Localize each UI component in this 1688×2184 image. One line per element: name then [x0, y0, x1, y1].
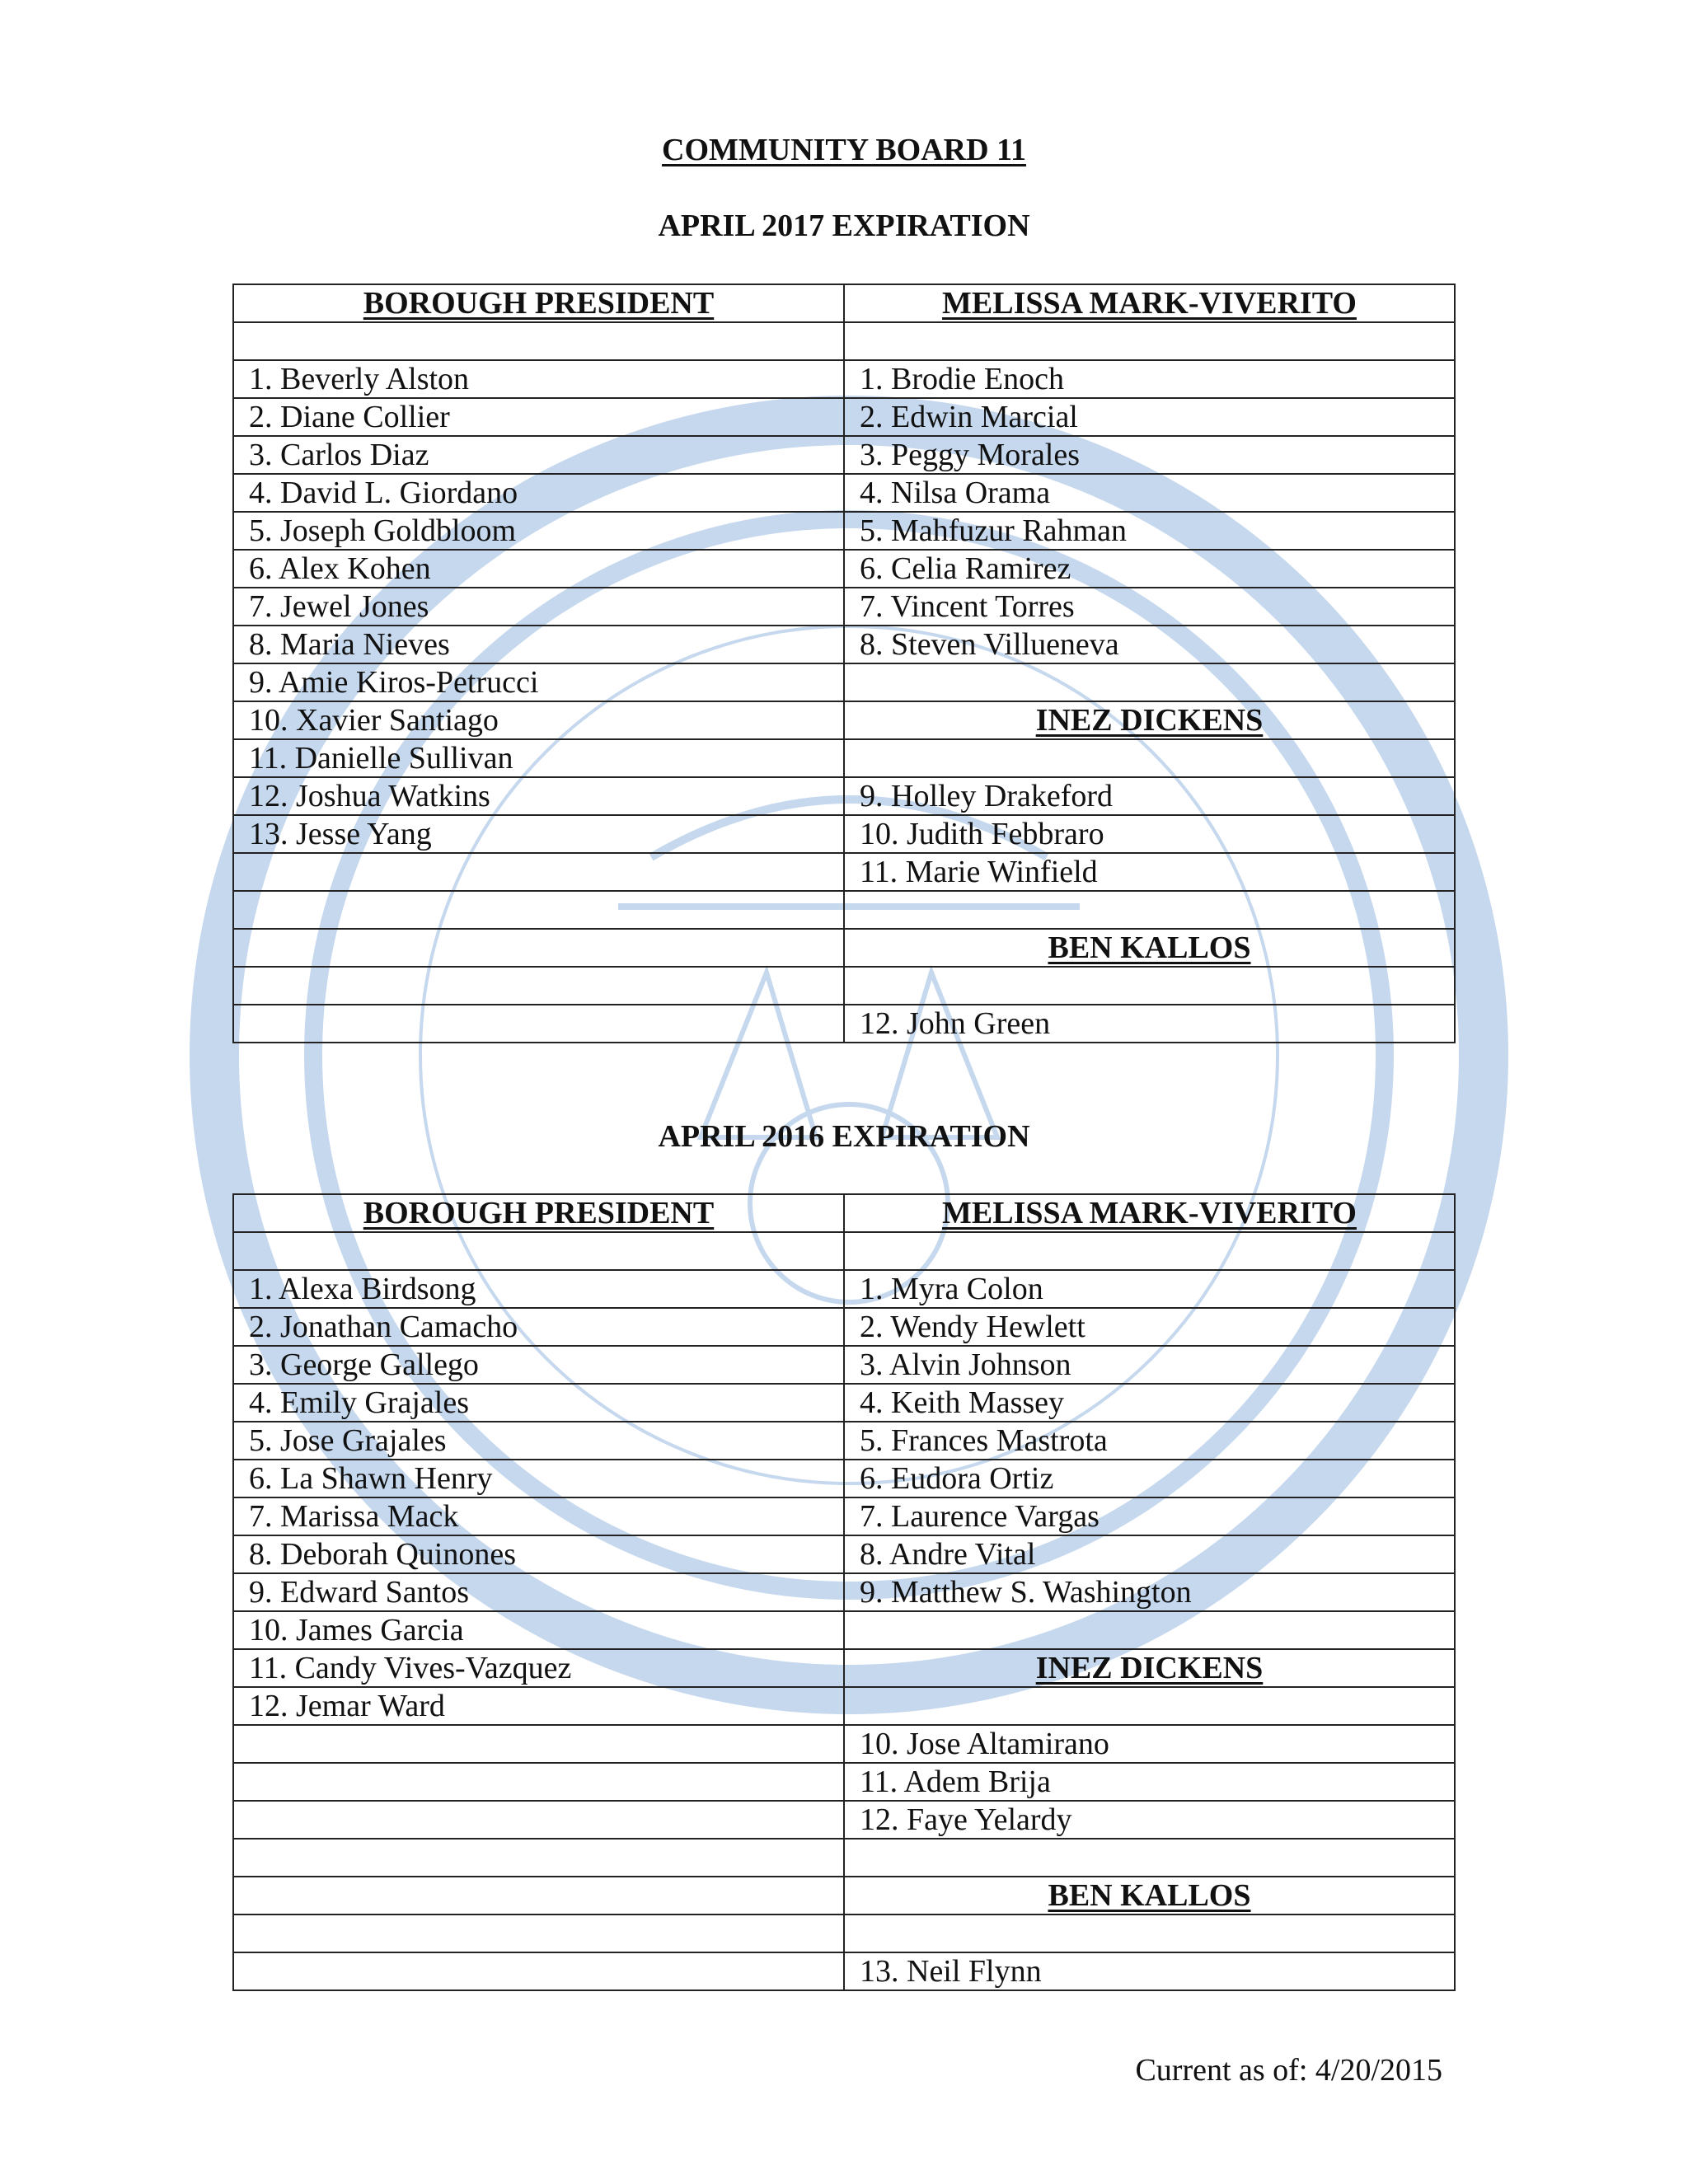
member-cell-right — [844, 663, 1455, 701]
member-cell-left — [233, 322, 844, 360]
member-cell-right: 7. Laurence Vargas — [844, 1497, 1455, 1535]
member-cell-left: 10. Xavier Santiago — [233, 701, 844, 739]
table-row — [233, 550, 1455, 588]
member-cell-left: 11. Danielle Sullivan — [233, 739, 844, 777]
table-row — [233, 1611, 1455, 1649]
member-cell-right: 6. Eudora Ortiz — [844, 1460, 1455, 1497]
table-row — [233, 891, 1455, 929]
table-row — [233, 1763, 1455, 1801]
table-row — [233, 1649, 1455, 1687]
table-row — [233, 1005, 1455, 1043]
member-cell-right — [844, 891, 1455, 929]
table-row — [233, 739, 1455, 777]
member-cell-left — [233, 1801, 844, 1839]
member-cell-left: 9. Edward Santos — [233, 1573, 844, 1611]
member-cell-left — [233, 1952, 844, 1990]
table-row — [233, 1308, 1455, 1346]
member-cell-left: 8. Deborah Quinones — [233, 1535, 844, 1573]
header-label: MELISSA MARK-VIVERITO — [942, 1196, 1357, 1230]
table-row — [233, 436, 1455, 474]
member-cell-left: 5. Jose Grajales — [233, 1422, 844, 1460]
table-row — [233, 1573, 1455, 1611]
header-label: BEN KALLOS — [1048, 930, 1251, 965]
table-row — [233, 360, 1455, 398]
current-as-of-note: Current as of: 4/20/2015 — [1135, 2053, 1442, 2088]
column-header — [844, 1194, 1455, 1232]
table-row — [233, 777, 1455, 815]
table-row — [233, 1194, 1455, 1232]
member-cell-right — [844, 1232, 1455, 1270]
member-cell-left: 6. Alex Kohen — [233, 550, 844, 588]
member-cell-left: 2. Jonathan Camacho — [233, 1308, 844, 1346]
member-cell-right: 2. Wendy Hewlett — [844, 1308, 1455, 1346]
table-row — [233, 1877, 1455, 1915]
table-row — [233, 1687, 1455, 1725]
table-row — [233, 1422, 1455, 1460]
header-label: MELISSA MARK-VIVERITO — [942, 286, 1357, 321]
member-cell-left: 11. Candy Vives-Vazquez — [233, 1649, 844, 1687]
table-row — [233, 322, 1455, 360]
column-header — [844, 1649, 1455, 1687]
member-cell-left: 7. Jewel Jones — [233, 588, 844, 626]
member-cell-right: 12. John Green — [844, 1005, 1455, 1043]
member-cell-right — [844, 1611, 1455, 1649]
member-cell-left: 8. Maria Nieves — [233, 626, 844, 663]
member-cell-left — [233, 929, 844, 967]
section-title-2017: APRIL 2017 EXPIRATION — [658, 209, 1030, 243]
member-cell-left: 2. Diane Collier — [233, 398, 844, 436]
member-cell-left — [233, 853, 844, 891]
member-cell-left: 6. La Shawn Henry — [233, 1460, 844, 1497]
table-row — [233, 512, 1455, 550]
member-cell-right: 5. Frances Mastrota — [844, 1422, 1455, 1460]
table-row — [233, 1535, 1455, 1573]
column-header — [233, 284, 844, 322]
member-cell-left: 10. James Garcia — [233, 1611, 844, 1649]
header-label: BOROUGH PRESIDENT — [363, 286, 715, 321]
member-cell-right: 1. Brodie Enoch — [844, 360, 1455, 398]
member-cell-right — [844, 322, 1455, 360]
member-cell-right: 5. Mahfuzur Rahman — [844, 512, 1455, 550]
member-cell-left — [233, 891, 844, 929]
table-row — [233, 853, 1455, 891]
member-cell-right: 3. Peggy Morales — [844, 436, 1455, 474]
member-cell-right: 2. Edwin Marcial — [844, 398, 1455, 436]
column-header — [233, 1194, 844, 1232]
member-cell-right: 6. Celia Ramirez — [844, 550, 1455, 588]
member-cell-right: 8. Andre Vital — [844, 1535, 1455, 1573]
member-cell-left: 4. David L. Giordano — [233, 474, 844, 512]
member-cell-left: 9. Amie Kiros-Petrucci — [233, 663, 844, 701]
column-header — [844, 284, 1455, 322]
table-row — [233, 1839, 1455, 1877]
column-header — [844, 1877, 1455, 1915]
appointments-table-2017 — [232, 284, 1456, 1043]
member-cell-left — [233, 1877, 844, 1915]
member-cell-right: 13. Neil Flynn — [844, 1952, 1455, 1990]
member-cell-left — [233, 1005, 844, 1043]
member-cell-left: 1. Beverly Alston — [233, 360, 844, 398]
member-cell-left: 4. Emily Grajales — [233, 1384, 844, 1422]
member-cell-right: 1. Myra Colon — [844, 1270, 1455, 1308]
table-row — [233, 967, 1455, 1005]
table-row — [233, 588, 1455, 626]
member-cell-left: 3. George Gallego — [233, 1346, 844, 1384]
member-cell-left — [233, 967, 844, 1005]
table-row — [233, 284, 1455, 322]
member-cell-right — [844, 1839, 1455, 1877]
table-row — [233, 1952, 1455, 1990]
member-cell-left: 12. Joshua Watkins — [233, 777, 844, 815]
table-row — [233, 1232, 1455, 1270]
table-row — [233, 929, 1455, 967]
member-cell-left: 12. Jemar Ward — [233, 1687, 844, 1725]
header-label: BOROUGH PRESIDENT — [363, 1196, 715, 1230]
member-cell-right: 9. Matthew S. Washington — [844, 1573, 1455, 1611]
section-title-2016: APRIL 2016 EXPIRATION — [658, 1119, 1030, 1154]
table-row — [233, 1270, 1455, 1308]
member-cell-right: 12. Faye Yelardy — [844, 1801, 1455, 1839]
table-row — [233, 1384, 1455, 1422]
column-header — [844, 929, 1455, 967]
table-row — [233, 1346, 1455, 1384]
member-cell-left — [233, 1725, 844, 1763]
member-cell-right: 10. Jose Altamirano — [844, 1725, 1455, 1763]
table-row — [233, 701, 1455, 739]
table-row — [233, 1497, 1455, 1535]
member-cell-right: 8. Steven Villueneva — [844, 626, 1455, 663]
member-cell-right: 11. Marie Winfield — [844, 853, 1455, 891]
member-cell-right: 9. Holley Drakeford — [844, 777, 1455, 815]
page-title: COMMUNITY BOARD 11 — [662, 133, 1026, 167]
member-cell-right: 4. Nilsa Orama — [844, 474, 1455, 512]
member-cell-left — [233, 1763, 844, 1801]
table-row — [233, 1725, 1455, 1763]
member-cell-right — [844, 739, 1455, 777]
header-label: INEZ DICKENS — [1035, 703, 1264, 738]
table-row — [233, 474, 1455, 512]
member-cell-left: 5. Joseph Goldbloom — [233, 512, 844, 550]
member-cell-right: 4. Keith Massey — [844, 1384, 1455, 1422]
member-cell-right — [844, 967, 1455, 1005]
appointments-table-2016 — [232, 1193, 1456, 1991]
column-header — [844, 701, 1455, 739]
member-cell-right: 7. Vincent Torres — [844, 588, 1455, 626]
member-cell-right — [844, 1687, 1455, 1725]
member-cell-left: 3. Carlos Diaz — [233, 436, 844, 474]
member-cell-left — [233, 1915, 844, 1952]
member-cell-left: 1. Alexa Birdsong — [233, 1270, 844, 1308]
table-row — [233, 815, 1455, 853]
header-label: INEZ DICKENS — [1035, 1651, 1264, 1685]
member-cell-left — [233, 1232, 844, 1270]
table-row — [233, 398, 1455, 436]
table-row — [233, 663, 1455, 701]
table-row — [233, 1460, 1455, 1497]
header-label: BEN KALLOS — [1048, 1878, 1251, 1913]
member-cell-right: 3. Alvin Johnson — [844, 1346, 1455, 1384]
member-cell-left — [233, 1839, 844, 1877]
member-cell-left: 13. Jesse Yang — [233, 815, 844, 853]
table-row — [233, 1801, 1455, 1839]
member-cell-right — [844, 1915, 1455, 1952]
member-cell-left: 7. Marissa Mack — [233, 1497, 844, 1535]
table-row — [233, 1915, 1455, 1952]
member-cell-right: 10. Judith Febbraro — [844, 815, 1455, 853]
table-row — [233, 626, 1455, 663]
member-cell-right: 11. Adem Brija — [844, 1763, 1455, 1801]
